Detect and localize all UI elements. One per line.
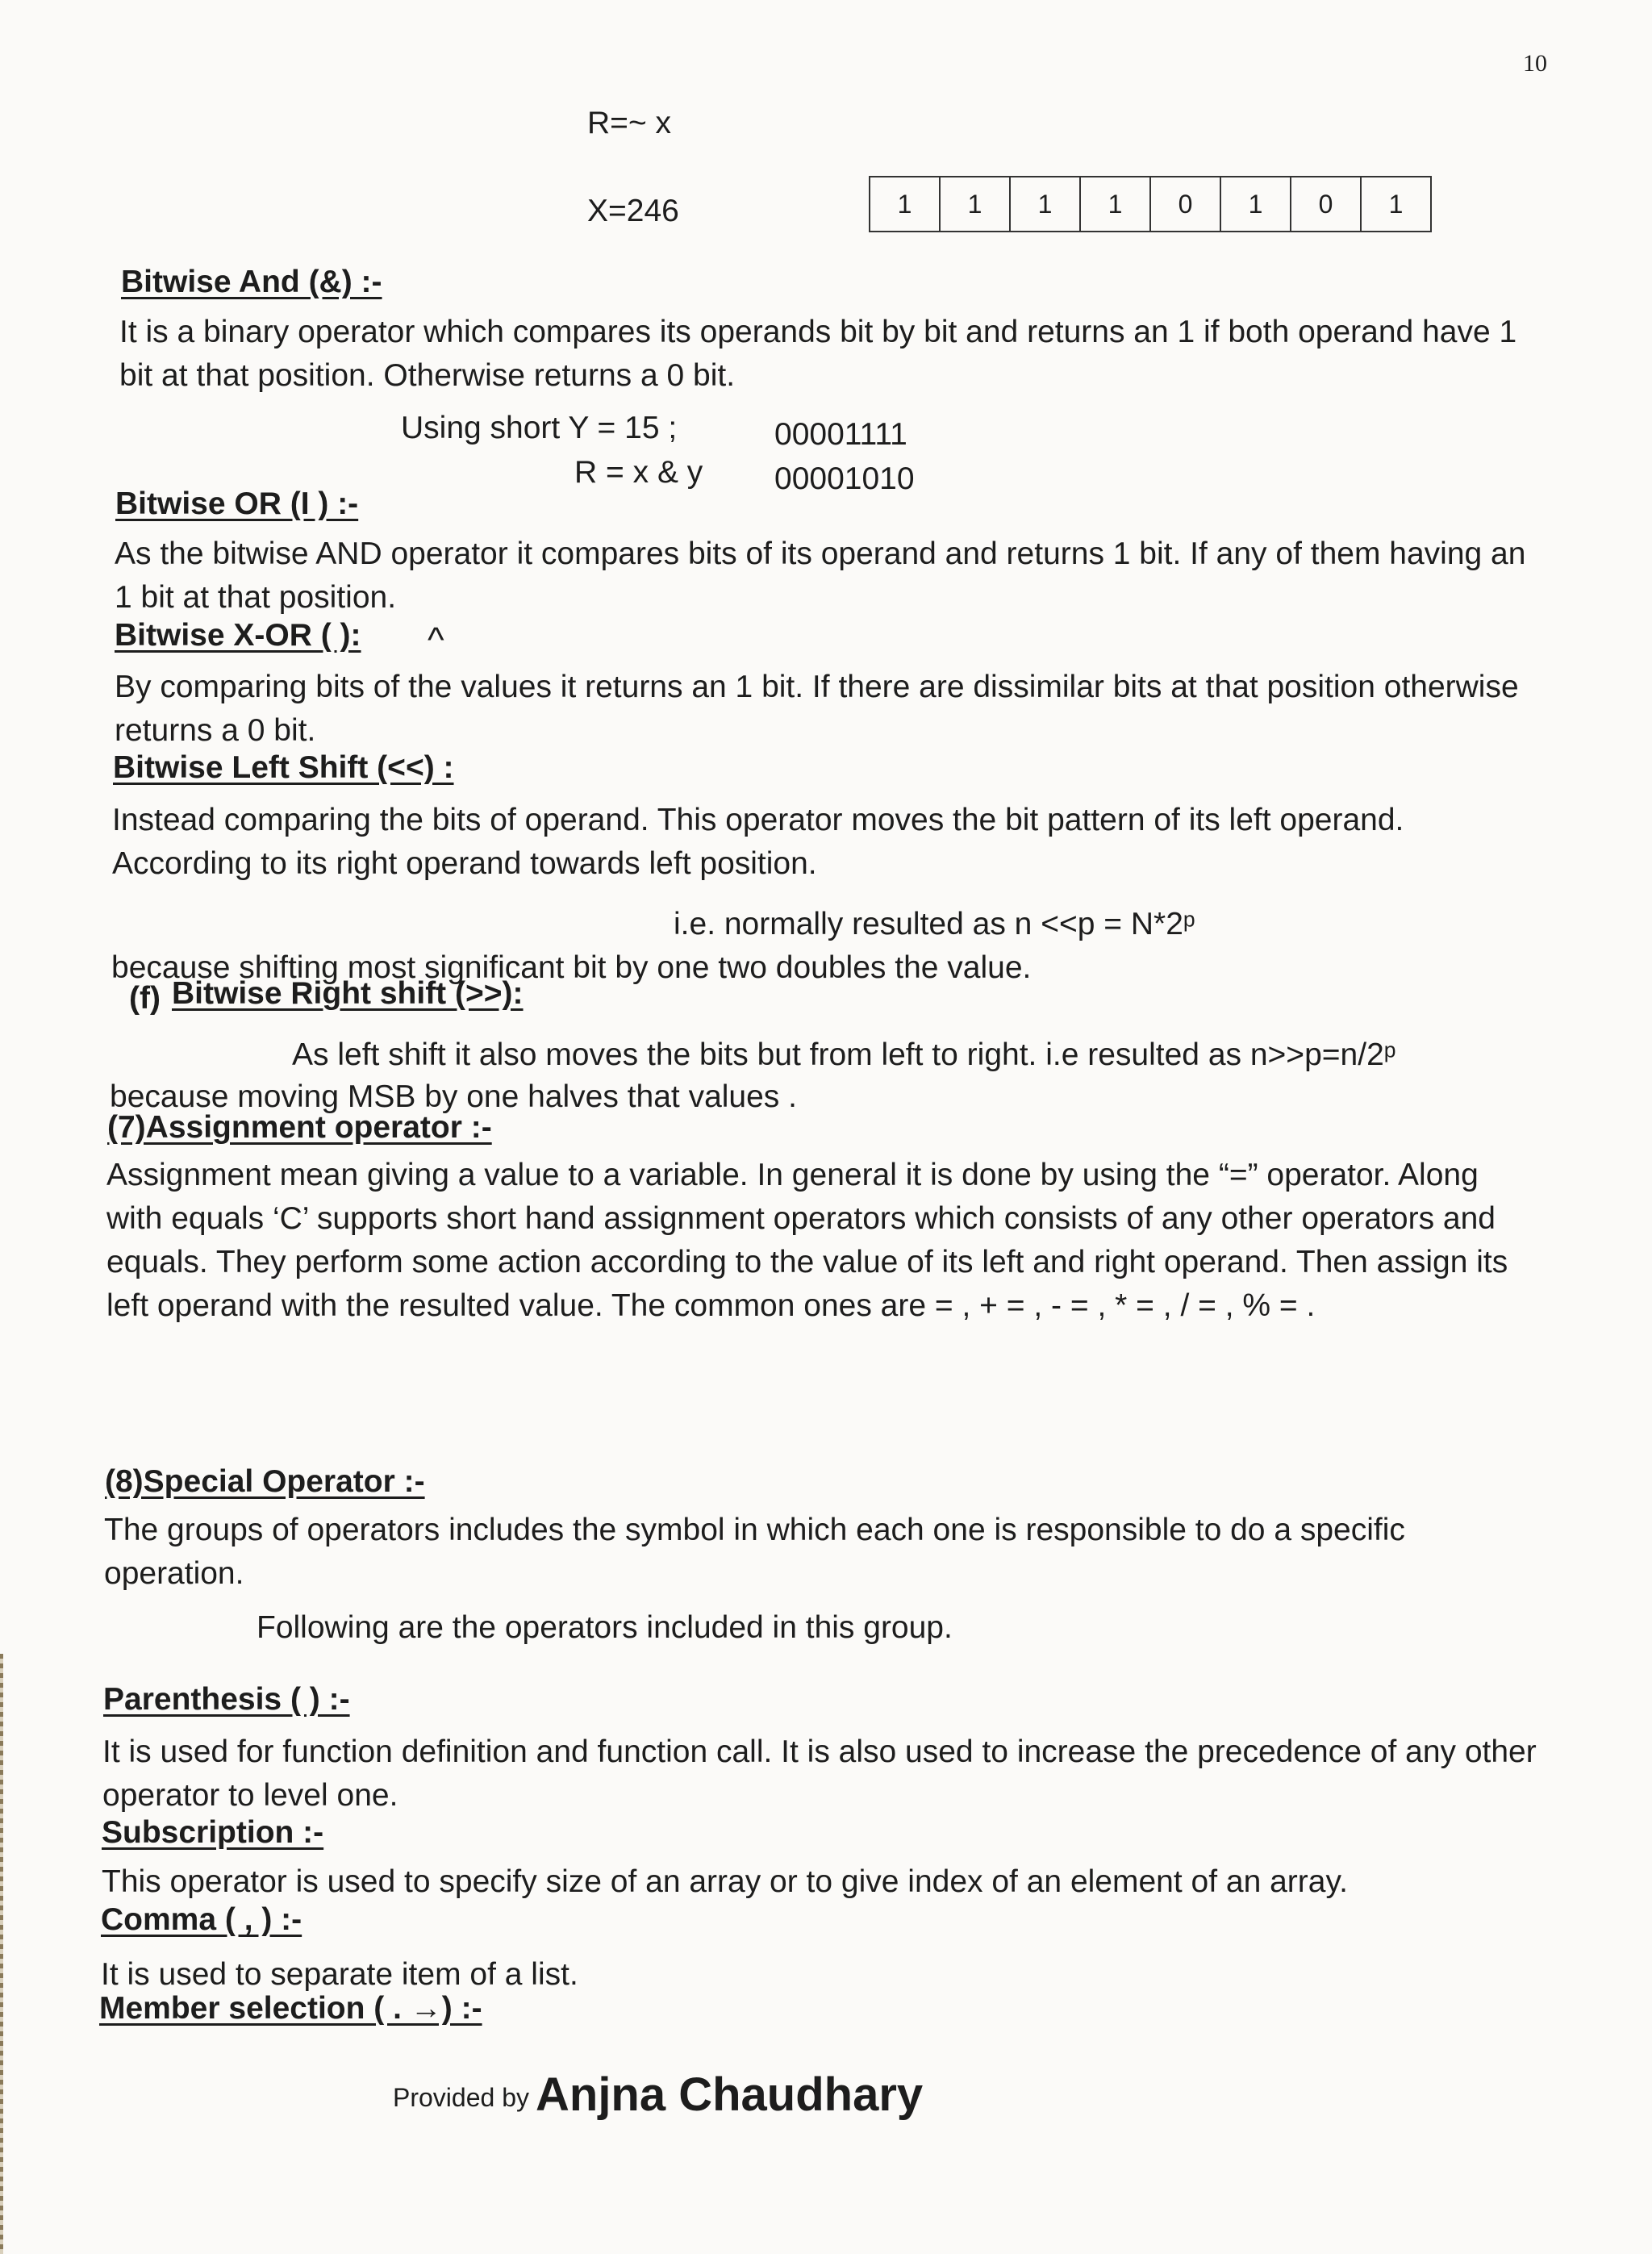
bit-cell: 1 [941, 177, 1011, 231]
x-value-label: X=246 [587, 194, 679, 228]
bitwise-or-text: As the bitwise AND operator it compares bits of its operand and returns 1 bit. If any of them having an 1 bit at that position. [115, 536, 1526, 615]
left-shift-text-2: because shifting most significant bit by one two doubles the value. [111, 950, 1032, 985]
parenthesis-text: It is used for function definition and function call. It is also used to increase the precedence of any other operator to level one. [102, 1734, 1537, 1813]
right-shift-heading: Bitwise Right shift (>>): [172, 976, 524, 1011]
xor-caret-symbol: ^ [428, 620, 444, 660]
bitwise-and-heading: Bitwise And (&) :- [121, 265, 382, 299]
bit-table [869, 176, 1432, 232]
right-shift-text: As left shift it also moves the bits but from left to right. i.e resulted as n>>p=n/2ᵖ [292, 1037, 1396, 1072]
left-shift-formula: i.e. normally resulted as n <<p = N*2ᵖ [674, 907, 1195, 941]
left-shift-heading: Bitwise Left Shift (<<) : [113, 750, 454, 785]
and-example-r-label: R = x & y [574, 455, 703, 490]
special-text-2: Following are the operators included in this group. [257, 1610, 953, 1645]
footer-author-name: Anjna Chaudhary [536, 2068, 924, 2121]
left-shift-text: Instead comparing the bits of operand. This operator moves the bit pattern of its left operand. According to its right operand towards left position. [112, 803, 1404, 881]
bit-cell: 0 [1151, 177, 1221, 231]
bitwise-xor-text: By comparing bits of the values it returns an 1 bit. If there are dissimilar bits at that position otherwise returns a 0 bit. [115, 670, 1519, 748]
and-example-y-value: 00001111 [774, 417, 907, 452]
bit-cell: 1 [1221, 177, 1291, 231]
bit-cell: 0 [1291, 177, 1362, 231]
bit-cell: 1 [870, 177, 941, 231]
and-example-y-label: Using short Y = 15 ; [401, 411, 678, 445]
binding-edge [0, 1654, 3, 2254]
and-example-r-value: 00001010 [774, 461, 915, 496]
parenthesis-heading: Parenthesis ( ) :- [103, 1682, 350, 1717]
comma-heading: Comma ( , ) :- [101, 1902, 302, 1937]
footer-provided-by: Provided by [393, 2083, 529, 2112]
bitwise-and-text: It is a binary operator which compares its operands bit by bit and returns an 1 if both operand have 1 bit at that position. Otherwise returns a 0 bit. [119, 315, 1517, 393]
bit-cell: 1 [1081, 177, 1151, 231]
right-shift-prefix: (f) [129, 981, 161, 1016]
special-heading: (8)Special Operator :- [105, 1464, 425, 1499]
assignment-heading: (7)Assignment operator :- [107, 1110, 492, 1145]
special-text: The groups of operators includes the symbol in which each one is responsible to do a specific operation. [104, 1513, 1405, 1591]
subscription-text: This operator is used to specify size of an array or to give index of an element of an array. [102, 1864, 1348, 1899]
bit-cell: 1 [1388, 189, 1404, 219]
subscription-heading: Subscription :- [102, 1815, 324, 1850]
bitwise-xor-heading: Bitwise X-OR ( ): [115, 618, 361, 653]
right-shift-text-2: because moving MSB by one halves that values . [110, 1079, 797, 1114]
page-number: 10 [1523, 50, 1547, 77]
assignment-text: Assignment mean giving a value to a variable. In general it is done by using the “=” operator. Along with equals ‘C’ supports short hand assignment operators which consists of any other operators and equals. They perform some action according to the value of its left and right operand. Then assign its left operand with the resulted value. The common ones are = , + = , - = , * = , / = , % = . [106, 1158, 1508, 1323]
comma-text: It is used to separate item of a list. [101, 1957, 578, 1992]
bit-cell: 1 [1011, 177, 1081, 231]
not-expression: R=~ x [587, 106, 672, 140]
member-selection-heading: Member selection ( . →) :- [99, 1991, 482, 2026]
bitwise-or-heading: Bitwise OR (I ) :- [115, 486, 359, 521]
